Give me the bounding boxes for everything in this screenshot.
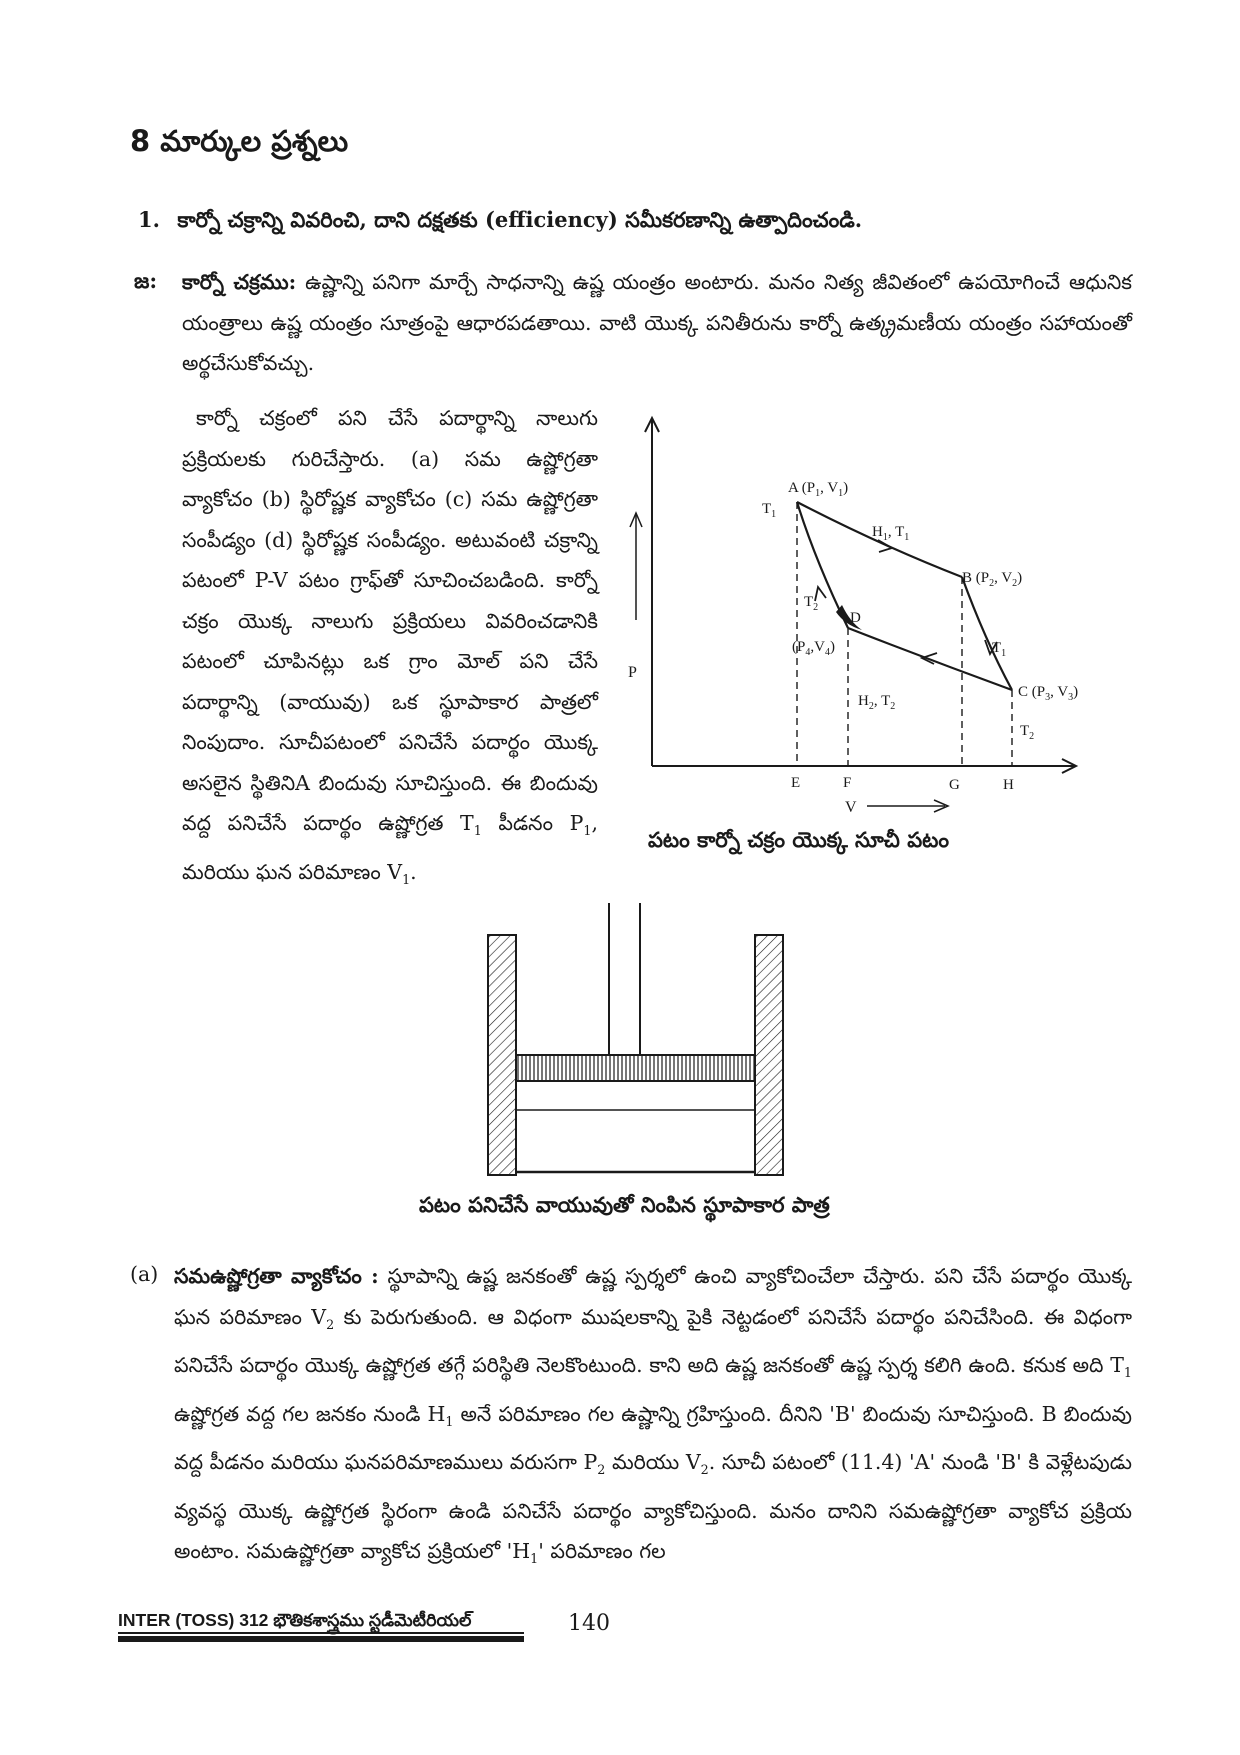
left-col-text-b: A బిందువు సూచిస్తుంది. ఈ బిందువు వద్ద పనిచేసే పదార్థం ఉష్ణోగ్రత T [182,770,598,835]
sub-h1: 1 [445,1413,454,1429]
para-a-text4: అనే పరిమాణం గల ఉష్ణాన్ని గ్రహిస్తుంది. దీనిని 'B' బిందువు సూచిస్తుంది. B బిందువు వద్ద పీడనం మరియు ఘనపరిమాణములు వరుసగా P [174,1401,1132,1475]
sub-v2: 2 [326,1316,335,1332]
point-c-label: C ($P_3$, $V_3$) [1018,684,1079,703]
footer-title: INTER (TOSS) 312 భౌతికశాస్త్రము స్టడీమెటీరియల్ [118,1610,472,1630]
p-axis-label: P [628,664,637,681]
piston [516,1055,755,1081]
para-a-label: (a) [130,1262,159,1286]
p4v4-label: $(P_4,V_4)$ [792,639,835,658]
para-a-text3: ఉష్ణోగ్రత వద్ద గల జనకం నుండి H [174,1401,446,1426]
cylinder-right-wall [755,935,783,1175]
question-text: కార్నో చక్రాన్ని వివరించి, దాని దక్షతకు (efficiency) సమీకరణాన్ని ఉత్పాదించండి. [177,207,863,232]
h2-t2-label: $H_2$, $T_2$ [858,693,896,712]
point-b-label: B ($P_2$, $V_2$) [962,570,1023,589]
left-col-text-c: పీడనం P [481,811,584,835]
left-col-text-d: , మరియు ఘన పరిమాణం V [182,811,598,884]
sub-h1-b: 1 [530,1551,539,1567]
footer-rule-thick [118,1636,524,1642]
para-a-text2: కు పెరుగుతుంది. ఆ విధంగా ముషలకాన్ని పైకి నెట్టడంలో పనిచేసే పదార్థం పనిచేసింది. ఈ విధంగా పనిచేసే పదార్థం యొక్క ఉష్ణోగ్రత తగ్గే పరిస్థితి నెలకొంటుంది. కాని అది ఉష్ణ జనకంతో ఉష్ణ స్పర్శ కలిగి ఉంది. కనుక అది T [174,1304,1132,1378]
sub-p1: 1 [583,823,592,839]
point-f-label: F [843,775,852,791]
point-h-label: H [1003,777,1014,793]
t2-label-c: $T_2$ [1020,723,1035,742]
point-d-label: D [850,610,861,626]
h1-t1-label: $H_1$, $T_1$ [872,524,910,543]
v-axis-label: V [845,799,857,815]
carnot-pv-diagram [600,405,1100,815]
para-a-heading: సమఉష్ణోగ్రతా వ్యాకోచం : [174,1264,379,1288]
sub-t1: 1 [473,823,482,839]
answer-intro-text: ఉష్ణాన్ని పనిగా మార్చే సాధనాన్ని ఉష్ణ యంత్రం అంటారు. మనం నిత్య జీవితంలో ఉపయోగించే ఆధునిక యంత్రాలు ఉష్ణ యంత్రం సూత్రంపై ఆధారపడతాయి. వాటి యొక్క పనితీరును కార్నో ఉత్క్రమణీయ యంత్రం సహాయంతో అర్థచేసుకోవచ్చు. [182,270,1133,375]
point-e-label: E [791,775,801,791]
question-1 [138,207,1138,238]
footer-rule-thin [118,1632,524,1634]
page-number: 140 [568,1611,610,1636]
t1-label-a: $T_1$ [762,501,777,520]
left-col-text-e: . [410,859,417,884]
answer-heading: కార్నో చక్రము: [182,270,297,294]
section-title: 8 మార్కుల ప్రశ్నలు [130,124,349,158]
answer-label: జ: [134,268,158,293]
t1-label-bc: $T_1$ [992,640,1007,659]
question-number: 1. [138,207,160,232]
point-g-label: G [949,777,960,793]
para-a-text5: మరియు V [605,1450,701,1475]
adiabatic-bc [962,577,1012,690]
da-direction-arrow [815,587,826,601]
carnot-process-description [182,398,598,900]
answer-intro-paragraph [182,262,1132,384]
para-a-text7: ' పరిమాణం గల [538,1539,666,1564]
sub-p2: 2 [597,1462,606,1478]
sub-t1-b: 1 [1123,1365,1132,1381]
cylinder-piston-diagram [480,900,810,1180]
isothermal-expansion-paragraph [174,1256,1132,1580]
left-col-text-a: కార్నో చక్రంలో పని చేసే పదార్థాన్ని నాలుగు ప్రక్రియలకు గురిచేస్తారు. (a) సమ ఉష్ణోగ్రతా వ్యాకోచం (b) స్థిరోష్ణక వ్యాకోచం (c) సమ ఉష్ణోగ్రతా సంపీడ్యం (d) స్థిరోష్ణక సంపీడ్యం. అటువంటి చక్రాన్ని పటంలో P-V పటం గ్రాఫ్‌తో సూచించబడింది. కార్నో చక్రం యొక్క నాలుగు ప్రక్రియలు వివరించడానికి పటంలో చూపినట్లు ఒక గ్రాం మోల్ పని చేసే పదార్థాన్ని (వాయువు) ఒక స్థూపాకార పాత్రలో నింపుదాం. సూచీపటంలో పనిచేసే పదార్థం యొక్క అసలైన స్థితిని [182,406,598,795]
sub-v1: 1 [402,871,411,887]
figure1-caption: పటం కార్నో చక్రం యొక్క సూచీ పటం [648,827,949,852]
cylinder-left-wall [488,935,516,1175]
para-a-text6: . సూచీ పటంలో (11.4) 'A' నుండి 'B' కి వెళ్లేటపుడు వ్యవస్థ యొక్క ఉష్ణోగ్రత స్థిరంగా ఉండి పనిచేసే పదార్థం వ్యాకోచిస్తుంది. మనం దానిని సమఉష్ణోగ్రతా వ్యాకోచ ప్రక్రియ అంటాం. సమఉష్ణోగ్రతా వ్యాకోచ ప్రక్రియలో 'H [174,1450,1132,1564]
point-a-label: A ($P_1$, $V_1$) [788,480,849,499]
sub-v2-b: 2 [700,1462,709,1478]
t2-label-d: $T_2$ [804,594,819,613]
figure2-caption: పటం పనిచేసే వాయువుతో నింపిన స్థూపాకార పాత్ర [419,1192,830,1217]
para-a-text1: స్థూపాన్ని ఉష్ణ జనకంతో ఉష్ణ స్పర్శలో ఉంచి వ్యాకోచించేలా చేస్తారు. పని చేసే పదార్థం యొక్క ఘన పరిమాణం V [174,1264,1132,1329]
